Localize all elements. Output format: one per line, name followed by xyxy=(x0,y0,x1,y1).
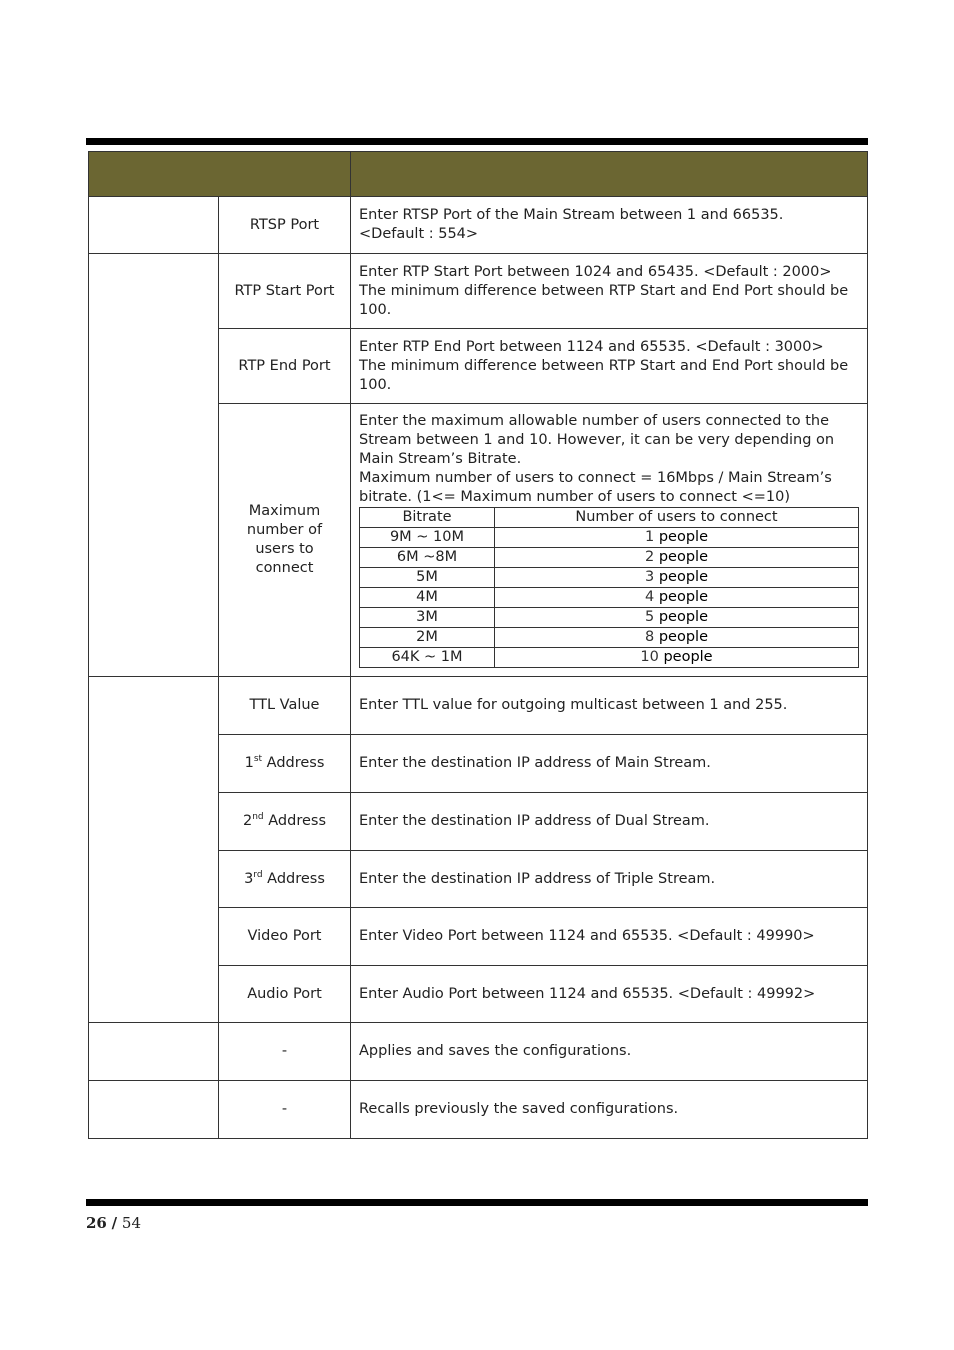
bottom-rule xyxy=(86,1199,868,1206)
inner-row xyxy=(360,607,859,627)
inner-header-bitrate: Bitrate xyxy=(360,507,495,527)
inner-header-users: Number of users to connect xyxy=(495,507,859,527)
item-description: Enter the destination IP address of Main Stream. xyxy=(351,735,868,793)
group-cell xyxy=(89,254,219,677)
inner-row xyxy=(360,587,859,607)
top-rule xyxy=(86,138,868,145)
item-name: RTP Start Port xyxy=(219,254,351,329)
inner-row xyxy=(360,567,859,587)
header-cell-item xyxy=(89,152,351,197)
page-number xyxy=(86,1214,141,1232)
table-row xyxy=(89,197,868,254)
total-pages: 54 xyxy=(121,1214,142,1232)
table-row xyxy=(89,677,868,735)
item-name: RTSP Port xyxy=(219,197,351,254)
inner-row xyxy=(360,547,859,567)
bitrate-cell: 6M ~8M xyxy=(360,547,495,567)
bitrate-cell: 3M xyxy=(360,607,495,627)
current-page: 26 xyxy=(86,1214,107,1232)
users-cell: 4 people xyxy=(495,587,859,607)
users-cell: 2 people xyxy=(495,547,859,567)
bitrate-cell: 5M xyxy=(360,567,495,587)
bitrate-cell: 64K ~ 1M xyxy=(360,647,495,667)
item-description: Enter Audio Port between 1124 and 65535. <Default : 49992> xyxy=(351,966,868,1023)
item-name: - xyxy=(219,1023,351,1081)
inner-row xyxy=(360,627,859,647)
item-name: - xyxy=(219,1081,351,1139)
users-cell: 5 people xyxy=(495,607,859,627)
users-cell: 1 people xyxy=(495,527,859,547)
group-cell xyxy=(89,1081,219,1139)
users-cell: 3 people xyxy=(495,567,859,587)
item-description: Enter RTP Start Port between 1024 and 65435. <Default : 2000> The minimum difference between RTP Start and End Port should be 100. xyxy=(351,254,868,329)
table-header-row xyxy=(89,152,868,197)
item-name: Maximum number of users to connect xyxy=(219,404,351,677)
item-name: 1st Address xyxy=(219,735,351,793)
users-cell: 10 people xyxy=(495,647,859,667)
page-separator: / xyxy=(111,1214,118,1232)
item-name: 3rd Address xyxy=(219,851,351,908)
bitrate-cell: 9M ~ 10M xyxy=(360,527,495,547)
item-name: Audio Port xyxy=(219,966,351,1023)
item-description: Enter Video Port between 1124 and 65535. <Default : 49990> xyxy=(351,908,868,966)
item-description: Applies and saves the configurations. xyxy=(351,1023,868,1081)
inner-row xyxy=(360,527,859,547)
bitrate-cell: 4M xyxy=(360,587,495,607)
item-name: 2nd Address xyxy=(219,793,351,851)
bitrate-cell: 2M xyxy=(360,627,495,647)
item-name: RTP End Port xyxy=(219,329,351,404)
item-description: Enter RTSP Port of the Main Stream between 1 and 66535. <Default : 554> xyxy=(351,197,868,254)
table-row xyxy=(89,1081,868,1139)
item-description: Enter RTP End Port between 1124 and 65535. <Default : 3000> The minimum difference between RTP Start and End Port should be 100. xyxy=(351,329,868,404)
settings-table xyxy=(88,151,868,1139)
item-description: Enter the maximum allowable number of users connected to the Stream between 1 and 10. However, it can be very depending on Main Stream’s Bitrate. Maximum number of users to connect = 16Mbps / Main Stream’s bitrate. (1<= Maximum number of users to connect <=10) Bitrate Number of users to connect 9M ~ 10M 1 people 6M ~8M 2 people 5M 3 people 4M 4 people 3M 5 people 2M 8 people 64K ~ 1M 10 people xyxy=(351,404,868,677)
header-cell-description xyxy=(351,152,868,197)
inner-header-row xyxy=(360,507,859,527)
users-cell: 8 people xyxy=(495,627,859,647)
table-row xyxy=(89,1023,868,1081)
group-cell xyxy=(89,677,219,1023)
item-description: Recalls previously the saved configurations. xyxy=(351,1081,868,1139)
item-name: Video Port xyxy=(219,908,351,966)
table-row xyxy=(89,254,868,329)
inner-row xyxy=(360,647,859,667)
group-cell xyxy=(89,1023,219,1081)
item-description: Enter the destination IP address of Triple Stream. xyxy=(351,851,868,908)
item-name: TTL Value xyxy=(219,677,351,735)
item-description: Enter the destination IP address of Dual Stream. xyxy=(351,793,868,851)
group-cell xyxy=(89,197,219,254)
item-description: Enter TTL value for outgoing multicast between 1 and 255. xyxy=(351,677,868,735)
bitrate-users-table xyxy=(359,507,859,668)
